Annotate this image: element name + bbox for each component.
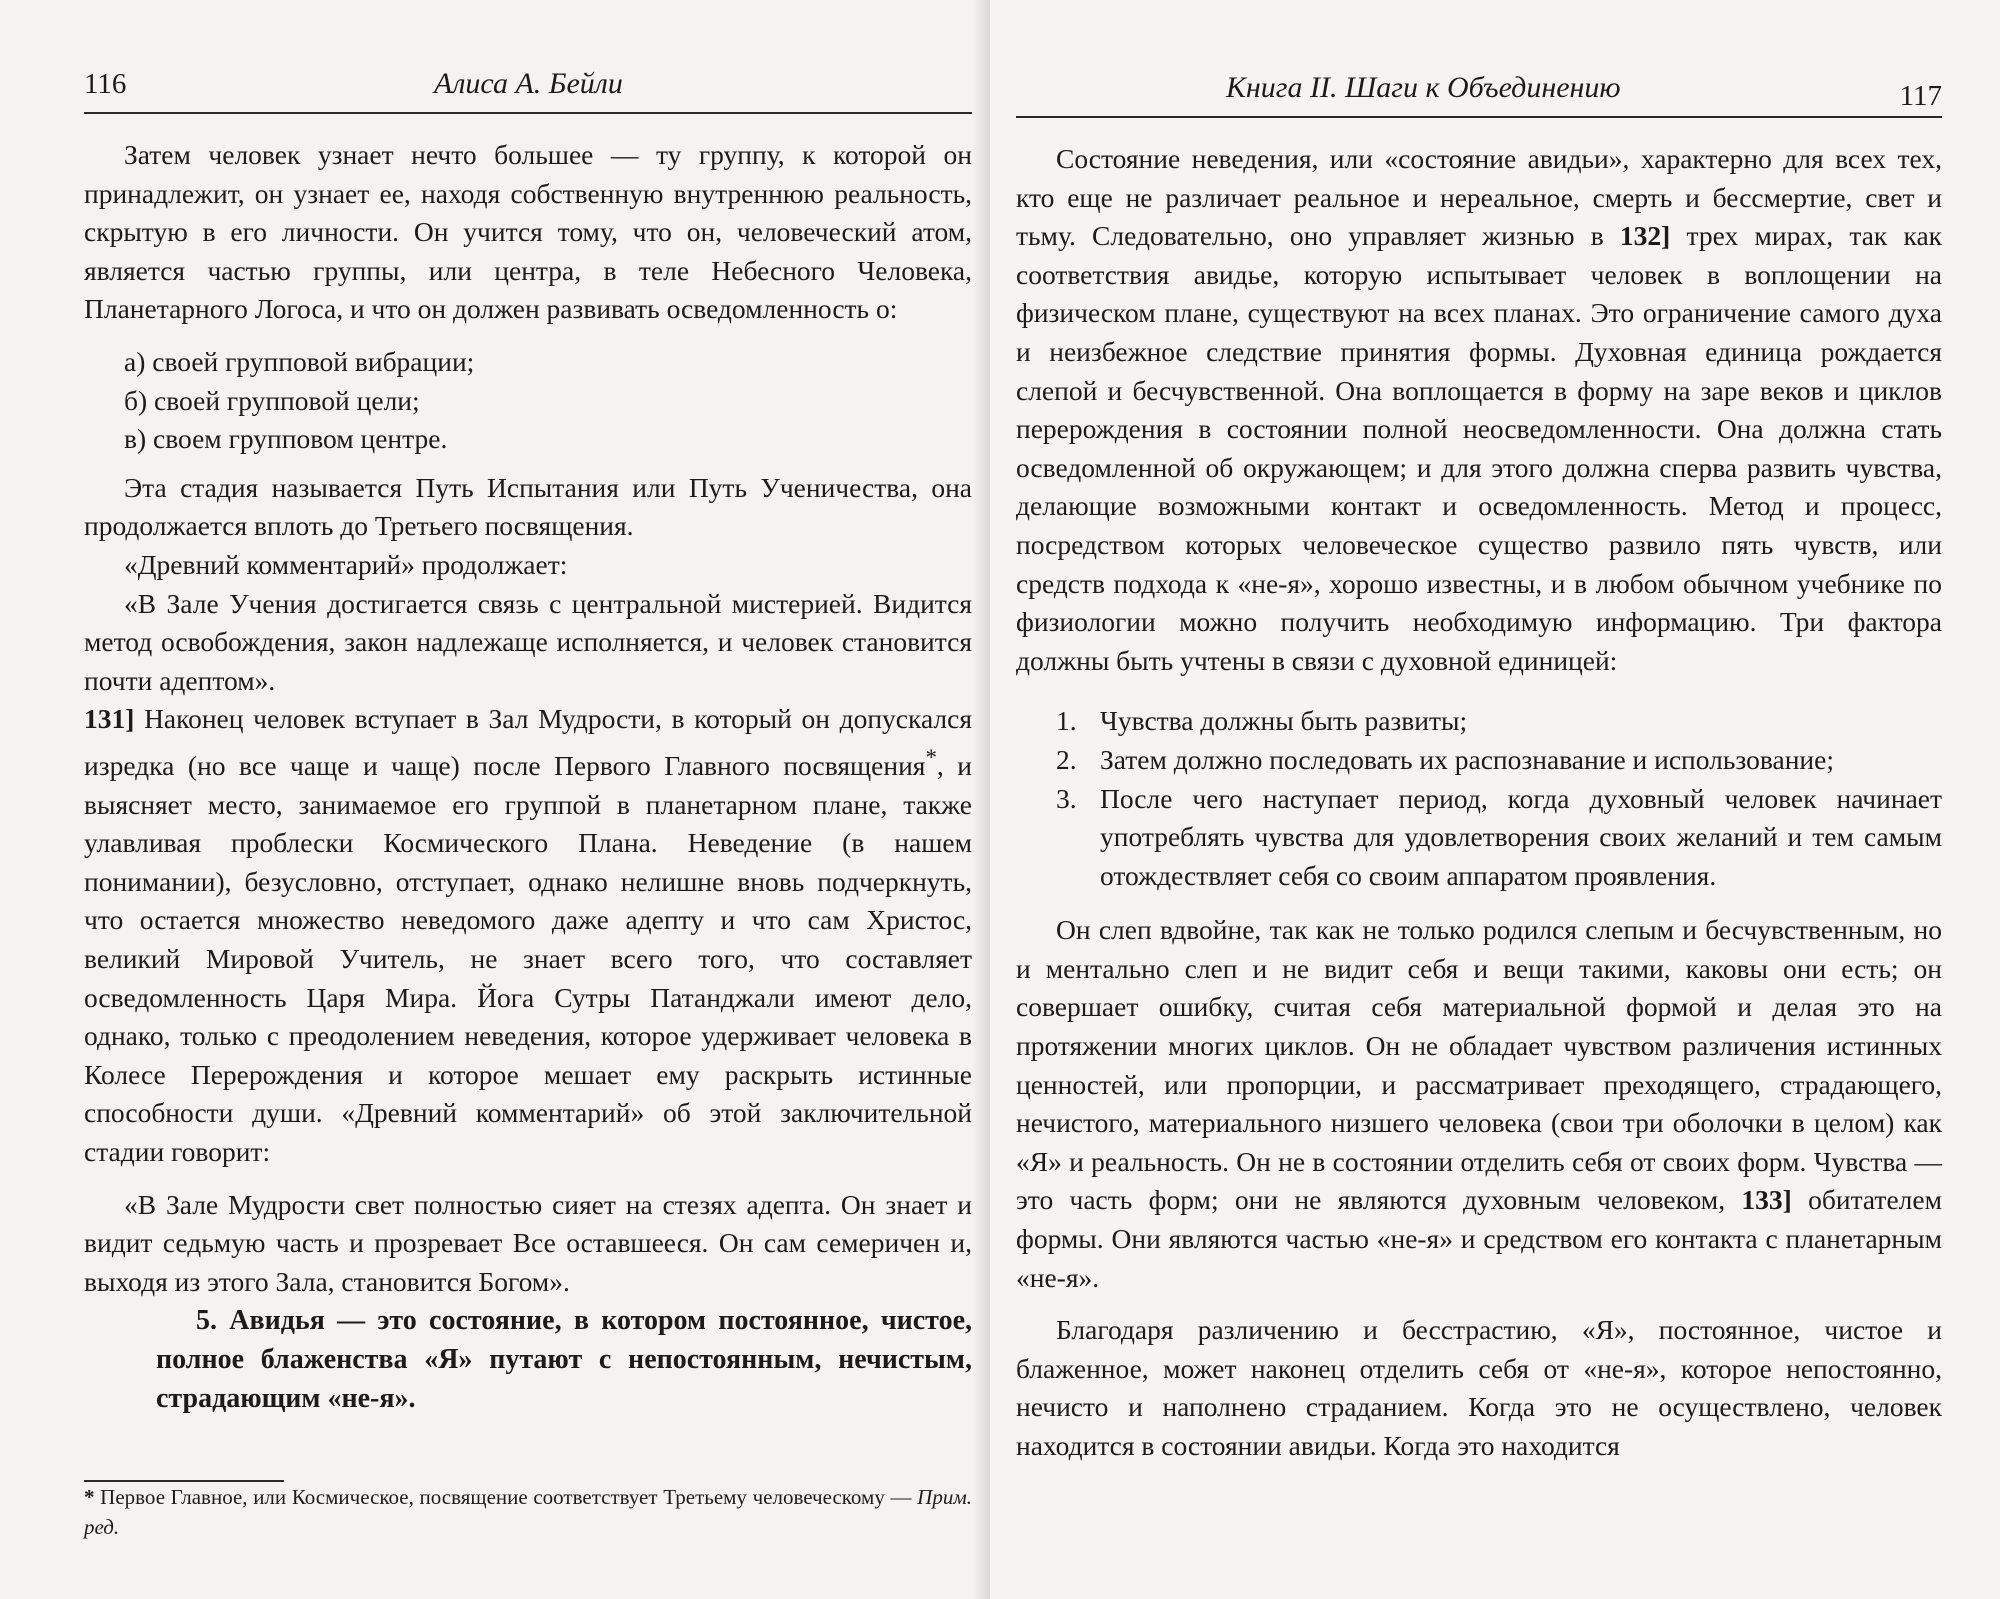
group-awareness-list xyxy=(124,343,972,459)
paragraph: Эта стадия называется Путь Испытания или Путь Ученичества, она продолжается вплоть до Третьего посвящения. xyxy=(84,471,972,542)
paragraph-text: Наконец человек вступает в Зал Мудрости, в который он допускался изредка (но все чаще и чаще) после Первого Главного посвящения xyxy=(84,703,972,782)
right-page-text xyxy=(1016,140,1942,1466)
footnote xyxy=(84,1482,972,1542)
list-item: б) своей групповой цели; xyxy=(124,384,420,416)
source-page-marker: 133] xyxy=(1741,1184,1792,1216)
list-item: а) своей групповой вибрации; xyxy=(124,345,475,377)
paragraph-text: , и выясняет место, занимаемое его группой в планетарном плане, также улавливая проблески Космического Плана. Неведение (в нашем понимании), безусловно, отступает, однако нелишне вновь подчеркнуть, что остается множество неведомого даже адепту и что сам Христос, великий Мировой Учитель, не знает всего того, что составляет осведомленность Царя Мира. Йога Сутры Патанджали имеют дело, однако, только с преодолением неведения, которое удерживает человека в Колесе Перерождения и которое мешает ему раскрыть истинные способности души. «Древний комментарий» об этой заключительной стадии говорит: xyxy=(84,750,972,1167)
editor-note: Прим. ред. xyxy=(84,1485,972,1540)
footnote-text: Первое Главное, или Космическое, посвящение соответствует Третьему человеческому — xyxy=(94,1485,918,1510)
page-number-right: 117 xyxy=(1899,80,1942,112)
list-item xyxy=(1056,780,1942,896)
quote-paragraph: «В Зале Учения достигается связь с центральной мистерией. Видится метод освобождения, закон надлежаще исполняется, и человек становится почти адептом». xyxy=(84,587,972,696)
three-factors-list xyxy=(1056,702,1942,895)
right-page xyxy=(990,0,2000,1599)
source-page-marker: 132] xyxy=(1619,220,1671,252)
list-number: 3. xyxy=(1056,782,1077,814)
quote-paragraph: «В Зале Мудрости свет полностью сияет на стезях адепта. Он знает и видит седьмую часть и прозревает Все оставшееся. Он сам семеричен и, выходя из этого Зала, становится Богом». xyxy=(84,1188,972,1297)
list-item-text: Затем должно последовать их распознавание и использование; xyxy=(1100,743,1834,775)
footnote-mark: * xyxy=(84,1485,95,1510)
source-page-marker: 131] xyxy=(84,703,135,735)
paragraph: Благодаря различению и бесстрастию, «Я», постоянное, чистое и блаженное, может наконец отделить себя от «не-я», которое непостоянно, нечисто и наполнено страданием. Когда это не осуществлено, человек находится в состоянии авидьи. Когда это находится xyxy=(1016,1314,1942,1461)
paragraph-text: обитателем формы. Они являются частью «не-я» и средством его контакта с планетарным «не-я». xyxy=(1016,1184,1942,1293)
paragraph xyxy=(1016,911,1942,1297)
paragraph-text: Он слеп вдвойне, так как не только родился слепым и бесчувственным, но и ментально слеп и не видит себя и вещи такими, каковы они есть; он совершает ошибку, считая себя материальной формой и делая это на протяжении многих циклов. Он не обладает чувством различения истинных ценностей, или пропорции, и рассматривает преходящего, страдающего, нечистого, материального низшего человека (свои три оболочки в целом) как «Я» и реальность. Он не в состоянии отделить себя от своих форм. Чувства — это часть форм; они не являются духовным человеком, xyxy=(1016,914,1942,1216)
left-page xyxy=(0,0,990,1599)
list-item xyxy=(1056,702,1942,741)
list-item: в) своем групповом центре. xyxy=(124,423,448,455)
paragraph xyxy=(1016,140,1942,680)
list-number: 1. xyxy=(1056,705,1077,737)
footnote-reference[interactable]: * xyxy=(925,744,937,770)
paragraph-text: Состояние неведения, или «состояние авидьи», характерно для всех тех, кто еще не различает реальное и нереальное, смерть и бессмертие, свет и тьму. Следовательно, оно управляет жизнью в xyxy=(1016,143,1942,252)
paragraph-text: трех мирах, так как соответствия авидье, которую испытывает человек в воплощении на физическом плане, существуют на всех планах. Это ограничение самого духа и неизбежное следствие принятия формы. Духовная единица рождается слепой и бесчувственной. Она воплощается в форму на заре веков и циклов перерождения в состоянии полной неосведомленности. Она должна стать осведомленной об окружающем; и для этого должна сперва развить чувства, делающие возможными контакт и осведомленность. Метод и процесс, посредством которых человеческое существо развило пять чувств, или средств подхода к «не-я», хорошо известны, и в любом обычном учебнике по физиологии можно получить необходимую информацию. Три фактора должны быть учтены в связи с духовной единицей: xyxy=(1016,220,1943,676)
list-item-text: После чего наступает период, когда духовный человек начинает употреблять чувства для удовлетворения своих желаний и тем самым отождествляет себя со своим аппаратом проявления. xyxy=(1100,782,1942,891)
running-title-right: Книга II. Шаги к Объединению xyxy=(1226,71,1621,104)
list-item-text: Чувства должны быть развиты; xyxy=(1100,705,1468,737)
page-number-left: 116 xyxy=(84,68,127,100)
paragraph: Затем человек узнает нечто большее — ту группу, к которой он принадлежит, он узнает ее, находя собственную внутреннюю реальность, скрытую в его личности. Он учится тому, что он, человеческий атом, является частью группы, или центра, в теле Небесного Человека, Планетарного Логоса, и что он должен развивать осведомленность о: xyxy=(84,139,972,325)
left-page-text xyxy=(84,136,972,1542)
left-running-head xyxy=(84,66,972,114)
paragraph: «Древний комментарий» продолжает: xyxy=(124,548,568,580)
running-title-left: Алиса А. Бейли xyxy=(434,67,623,100)
list-number: 2. xyxy=(1056,743,1077,775)
right-running-head xyxy=(1016,70,1942,118)
sutra-heading: 5. Авидья — это состояние, в котором постоянное, чистое, полное блаженства «Я» путают с непостоянным, нечистым, страдающим «не-я». xyxy=(156,1305,972,1415)
paragraph xyxy=(84,700,972,1171)
list-item xyxy=(1056,741,1942,780)
